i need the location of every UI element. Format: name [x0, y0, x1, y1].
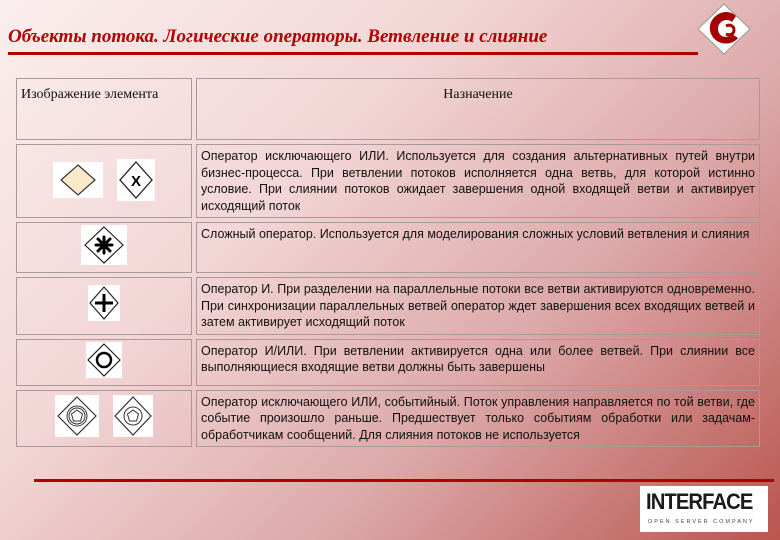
table-row: [16, 222, 760, 273]
row-description: Оператор исключающего ИЛИ. Используется для создания альтернативных путей внутри бизнес-процесса. При ветвлении потоков исполняется одна ветвь, для которой истинно условие. При слиянии потоков ожидает завершения одной входящей ветви и активирует исходящий поток: [196, 144, 760, 218]
logo-wordmark: INTERFACE: [646, 489, 753, 514]
row-description: Сложный оператор. Используется для моделирования сложных условий ветвления и слияния: [196, 222, 760, 273]
exclusive-gateway-x-icon: [117, 159, 155, 201]
table-row: [16, 144, 760, 218]
company-logo-icon: [696, 2, 752, 56]
logo-tagline: OPEN SERVER COMPANY: [648, 519, 755, 525]
bottom-rule: [34, 479, 774, 482]
page-title: Объекты потока. Логические операторы. Ветвление и слияние: [8, 26, 548, 47]
row-description: Оператор И. При разделении на параллельные потоки все ветви активируются одновременно. При синхронизации параллельных ветвей оператор ждет завершения всех входящих ветвей и затем активирует исходящий поток: [196, 277, 760, 335]
gateway-table: [12, 74, 764, 451]
parallel-gateway-plus-icon: [88, 285, 120, 321]
column-header-image: Изображение элемента: [16, 78, 192, 140]
inclusive-gateway-circle-icon: [86, 342, 122, 378]
complex-gateway-asterisk-icon: [81, 225, 127, 265]
event-gateway-pentagon-icon: [55, 395, 99, 437]
row-description: Оператор исключающего ИЛИ, событийный. Поток управления направляется по той ветви, где событие произошло раньше. Предшествует только событиям обработки или задачам-обработчикам сообщений. Для слияния потоков не используется: [196, 390, 760, 448]
table-row: [16, 339, 760, 386]
event-gateway-pentagon-alt-icon: [113, 395, 153, 437]
row-description: Оператор И/ИЛИ. При ветвлении активируется одна или более ветвей. При слиянии все выполняющиеся входящие ветви должны быть завершены: [196, 339, 760, 386]
exclusive-gateway-diamond-icon: [53, 162, 103, 198]
column-header-purpose: Назначение: [196, 78, 760, 140]
table-row: [16, 277, 760, 335]
table-row: [16, 390, 760, 448]
title-underline: [8, 52, 698, 55]
svg-text:X: X: [130, 173, 142, 190]
interface-logo: [640, 486, 768, 532]
table-header-row: [16, 78, 760, 140]
